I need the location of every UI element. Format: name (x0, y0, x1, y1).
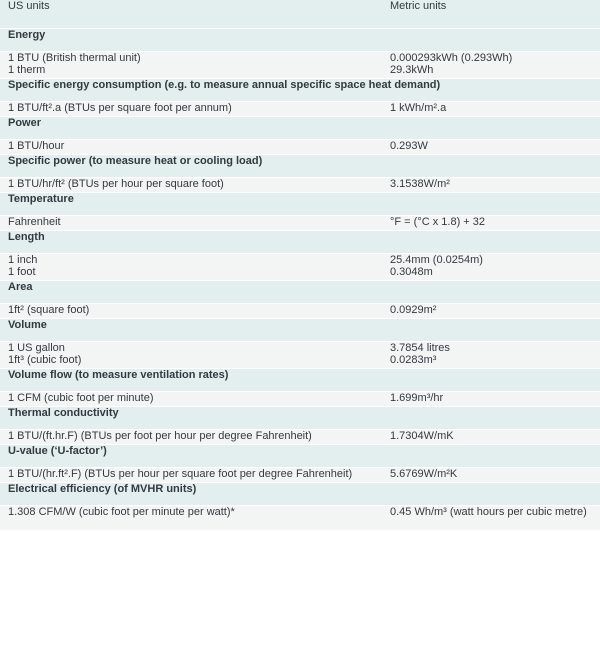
us-value (0, 430, 382, 445)
us-value (0, 468, 382, 483)
metric-value (382, 216, 600, 231)
metric-value-line: 1 kWh/m².a (390, 102, 447, 114)
section-row (0, 281, 600, 304)
us-value (0, 216, 382, 231)
metric-value-line: 1.7304W/mK (390, 430, 454, 442)
table-row (0, 140, 600, 155)
us-value-line: 1 BTU/(hr.ft².F) (BTUs per hour per square foot per degree Fahrenheit) (8, 468, 353, 480)
section-row (0, 407, 600, 430)
metric-value (382, 140, 600, 155)
metric-value-line: 25.4mm (0.0254m) (390, 254, 483, 266)
metric-value-line: 5.6769W/m²K (390, 468, 458, 480)
section-title: Length (0, 231, 600, 254)
us-value-line: 1 foot (8, 266, 36, 278)
metric-units-header: Metric units (382, 0, 600, 29)
section-row (0, 231, 600, 254)
section-title: Power (0, 117, 600, 140)
us-value (0, 392, 382, 407)
table-row (0, 506, 600, 531)
section-row (0, 155, 600, 178)
metric-value (382, 254, 600, 281)
metric-value (382, 506, 600, 531)
us-value-line: 1 therm (8, 64, 46, 76)
us-value-line: 1 BTU (British thermal unit) (8, 52, 141, 64)
table-row (0, 430, 600, 445)
us-value-line: 1 BTU/ft².a (BTUs per square foot per annum) (8, 102, 232, 114)
us-value-line: 1 US gallon (8, 342, 65, 354)
us-value-line: 1.308 CFM/W (cubic foot per minute per watt)* (8, 506, 235, 518)
section-title: Temperature (0, 193, 600, 216)
us-value-line: 1 BTU/hr/ft² (BTUs per hour per square foot) (8, 178, 224, 190)
section-title: Volume flow (to measure ventilation rates) (0, 369, 600, 392)
us-value-line: 1 CFM (cubic foot per minute) (8, 392, 154, 404)
metric-value (382, 52, 600, 79)
metric-value-line: 0.0929m² (390, 304, 437, 316)
section-title: Electrical efficiency (of MVHR units) (0, 483, 600, 506)
metric-value (382, 342, 600, 369)
us-value (0, 304, 382, 319)
metric-value (382, 304, 600, 319)
us-value-line: 1 BTU/hour (8, 140, 65, 152)
us-value-line: 1ft³ (cubic foot) (8, 354, 82, 366)
us-value (0, 254, 382, 281)
metric-value-line: 0.000293kWh (0.293Wh) (390, 52, 513, 64)
metric-value (382, 392, 600, 407)
metric-value-line: 3.1538W/m² (390, 178, 450, 190)
us-value (0, 178, 382, 193)
table-row (0, 178, 600, 193)
metric-value-line: 0.293W (390, 140, 428, 152)
us-value (0, 342, 382, 369)
us-value (0, 140, 382, 155)
metric-value-line: 1.699m³/hr (390, 392, 444, 404)
section-row (0, 117, 600, 140)
us-value (0, 52, 382, 79)
us-value (0, 506, 382, 531)
section-row (0, 445, 600, 468)
metric-value-line: 0.0283m³ (390, 354, 437, 366)
us-value-line: 1 inch (8, 254, 38, 266)
section-row (0, 483, 600, 506)
section-title: Specific power (to measure heat or cooling load) (0, 155, 600, 178)
us-value (0, 102, 382, 117)
us-units-header: US units (0, 0, 382, 29)
section-title: Specific energy consumption (e.g. to measure annual specific space heat demand) (0, 79, 600, 102)
table-row (0, 102, 600, 117)
table-row (0, 254, 600, 281)
metric-value-line: 3.7854 litres (390, 342, 450, 354)
section-title: Area (0, 281, 600, 304)
table-row (0, 468, 600, 483)
section-row (0, 319, 600, 342)
us-value-line: 1ft² (square foot) (8, 304, 90, 316)
metric-value (382, 178, 600, 193)
section-title: Energy (0, 29, 600, 52)
table-row (0, 392, 600, 407)
metric-value (382, 430, 600, 445)
table-row (0, 342, 600, 369)
metric-value (382, 468, 600, 483)
section-row (0, 79, 600, 102)
section-row (0, 193, 600, 216)
section-row (0, 369, 600, 392)
table-row (0, 304, 600, 319)
section-title: Thermal conductivity (0, 407, 600, 430)
metric-value-line: °F = (°C x 1.8) + 32 (390, 216, 485, 228)
metric-value-line: 0.3048m (390, 266, 433, 278)
section-row (0, 29, 600, 52)
metric-value-line: 0.45 Wh/m³ (watt hours per cubic metre) (390, 506, 587, 518)
table-header-row (0, 0, 600, 29)
section-title: U-value (‘U-factor’) (0, 445, 600, 468)
us-value-line: 1 BTU/(ft.hr.F) (BTUs per foot per hour per degree Fahrenheit) (8, 430, 312, 442)
metric-value-line: 29.3kWh (390, 64, 434, 76)
section-title: Volume (0, 319, 600, 342)
table-row (0, 216, 600, 231)
table-row (0, 52, 600, 79)
metric-value (382, 102, 600, 117)
us-value-line: Fahrenheit (8, 216, 61, 228)
